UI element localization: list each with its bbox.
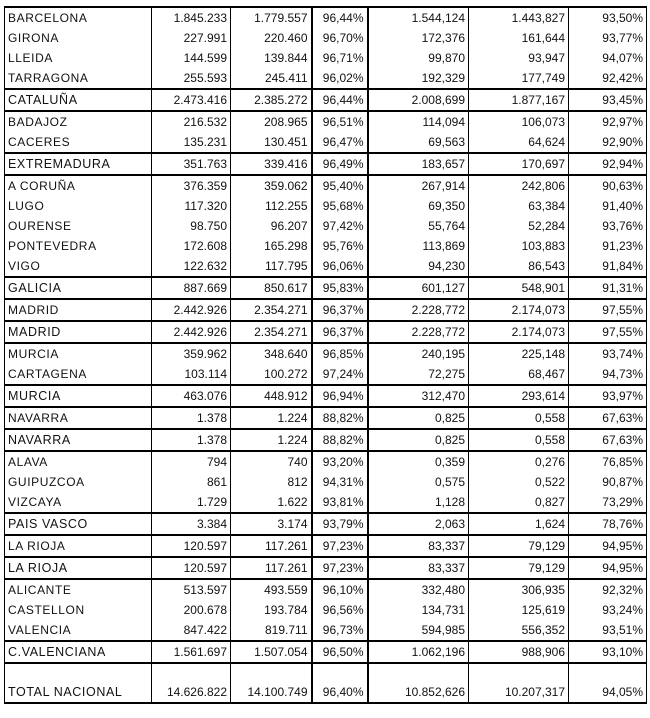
cell-value-1: 887.669 <box>152 277 231 299</box>
cell-percent-2: 93,10% <box>569 641 647 663</box>
table-row <box>5 111 647 132</box>
table-row <box>5 535 647 557</box>
cell-value-4: 125,619 <box>469 600 569 620</box>
cell-value-1: 1.845.233 <box>152 7 231 28</box>
cell-value-3: 2.008,699 <box>368 89 469 111</box>
cell-value-2: 14.100.749 <box>231 663 312 703</box>
table-row <box>5 472 647 492</box>
cell-value-4: 68,467 <box>469 364 569 385</box>
region-total-row <box>5 557 647 579</box>
cell-percent-2: 67,63% <box>569 407 647 429</box>
cell-percent-2: 94,73% <box>569 364 647 385</box>
cell-value-3: 69,350 <box>368 196 469 216</box>
cell-value-1: 1.378 <box>152 407 231 429</box>
cell-value-3: 312,470 <box>368 385 469 407</box>
cell-value-4: 79,129 <box>469 557 569 579</box>
table-body <box>5 7 647 703</box>
cell-name: LA RIOJA <box>5 557 152 579</box>
cell-value-3: 332,480 <box>368 579 469 600</box>
table-row <box>5 407 647 429</box>
table-row <box>5 451 647 472</box>
cell-percent-1: 96,47% <box>312 132 368 153</box>
cell-value-1: 216.532 <box>152 111 231 132</box>
cell-name: VIGO <box>5 256 152 277</box>
table-row <box>5 48 647 68</box>
cell-percent-1: 95,76% <box>312 236 368 256</box>
cell-value-2: 117.261 <box>231 557 312 579</box>
cell-value-1: 117.320 <box>152 196 231 216</box>
cell-value-4: 177,749 <box>469 68 569 89</box>
cell-percent-2: 76,85% <box>569 451 647 472</box>
table-row <box>5 299 647 321</box>
cell-name: A CORUÑA <box>5 175 152 196</box>
cell-name: CASTELLON <box>5 600 152 620</box>
cell-value-2: 448.912 <box>231 385 312 407</box>
cell-value-1: 1.378 <box>152 429 231 451</box>
cell-percent-1: 96,94% <box>312 385 368 407</box>
cell-value-1: 98.750 <box>152 216 231 236</box>
cell-value-3: 0,825 <box>368 407 469 429</box>
table-row <box>5 7 647 28</box>
cell-name: ALICANTE <box>5 579 152 600</box>
cell-percent-1: 93,79% <box>312 513 368 535</box>
cell-value-2: 208.965 <box>231 111 312 132</box>
cell-value-4: 161,644 <box>469 28 569 48</box>
cell-value-2: 1.224 <box>231 407 312 429</box>
cell-value-3: 1,128 <box>368 492 469 513</box>
cell-value-1: 122.632 <box>152 256 231 277</box>
cell-name: PONTEVEDRA <box>5 236 152 256</box>
table-row <box>5 364 647 385</box>
table-row <box>5 196 647 216</box>
cell-percent-2: 97,55% <box>569 321 647 343</box>
cell-value-4: 170,697 <box>469 153 569 175</box>
cell-percent-1: 97,23% <box>312 557 368 579</box>
cell-percent-2: 90,63% <box>569 175 647 196</box>
cell-percent-2: 73,29% <box>569 492 647 513</box>
cell-name: TARRAGONA <box>5 68 152 89</box>
cell-value-3: 2.228,772 <box>368 321 469 343</box>
cell-value-3: 72,275 <box>368 364 469 385</box>
cell-percent-2: 67,63% <box>569 429 647 451</box>
cell-value-1: 376.359 <box>152 175 231 196</box>
cell-value-2: 220.460 <box>231 28 312 48</box>
cell-percent-2: 93,45% <box>569 89 647 111</box>
cell-percent-1: 96,50% <box>312 641 368 663</box>
table-row <box>5 492 647 513</box>
cell-percent-2: 92,90% <box>569 132 647 153</box>
cell-value-2: 1.224 <box>231 429 312 451</box>
cell-value-2: 117.261 <box>231 535 312 557</box>
cell-value-3: 601,127 <box>368 277 469 299</box>
cell-value-1: 227.991 <box>152 28 231 48</box>
table-row <box>5 68 647 89</box>
table-row <box>5 256 647 277</box>
cell-name: ALAVA <box>5 451 152 472</box>
cell-value-3: 94,230 <box>368 256 469 277</box>
cell-value-3: 10.852,626 <box>368 663 469 703</box>
cell-percent-1: 97,42% <box>312 216 368 236</box>
cell-percent-1: 96,40% <box>312 663 368 703</box>
cell-percent-1: 95,68% <box>312 196 368 216</box>
cell-value-1: 2.442.926 <box>152 321 231 343</box>
cell-value-1: 513.597 <box>152 579 231 600</box>
region-total-row <box>5 153 647 175</box>
cell-value-4: 242,806 <box>469 175 569 196</box>
cell-value-4: 0,276 <box>469 451 569 472</box>
cell-percent-1: 95,83% <box>312 277 368 299</box>
cell-value-1: 351.763 <box>152 153 231 175</box>
cell-percent-2: 91,84% <box>569 256 647 277</box>
table-row <box>5 620 647 641</box>
cell-percent-1: 97,23% <box>312 535 368 557</box>
province-statistics-table <box>4 6 647 704</box>
cell-value-2: 165.298 <box>231 236 312 256</box>
cell-value-1: 2.442.926 <box>152 299 231 321</box>
region-total-row <box>5 513 647 535</box>
cell-name: VIZCAYA <box>5 492 152 513</box>
cell-value-2: 245.411 <box>231 68 312 89</box>
cell-percent-1: 96,71% <box>312 48 368 68</box>
cell-value-4: 86,543 <box>469 256 569 277</box>
cell-value-3: 83,337 <box>368 535 469 557</box>
cell-name: NAVARRA <box>5 407 152 429</box>
cell-name: EXTREMADURA <box>5 153 152 175</box>
cell-name: MURCIA <box>5 385 152 407</box>
cell-name: GUIPUZCOA <box>5 472 152 492</box>
cell-percent-2: 93,24% <box>569 600 647 620</box>
region-total-row <box>5 641 647 663</box>
cell-percent-1: 96,37% <box>312 299 368 321</box>
cell-percent-1: 96,49% <box>312 153 368 175</box>
cell-name: GIRONA <box>5 28 152 48</box>
cell-percent-1: 96,06% <box>312 256 368 277</box>
cell-percent-2: 91,23% <box>569 236 647 256</box>
cell-percent-1: 95,40% <box>312 175 368 196</box>
cell-value-1: 359.962 <box>152 343 231 364</box>
cell-value-1: 135.231 <box>152 132 231 153</box>
cell-value-4: 306,935 <box>469 579 569 600</box>
cell-value-4: 106,073 <box>469 111 569 132</box>
cell-percent-2: 94,07% <box>569 48 647 68</box>
cell-value-4: 64,624 <box>469 132 569 153</box>
cell-percent-1: 96,73% <box>312 620 368 641</box>
cell-name: PAIS VASCO <box>5 513 152 535</box>
cell-name: NAVARRA <box>5 429 152 451</box>
cell-percent-1: 96,44% <box>312 89 368 111</box>
cell-percent-1: 93,81% <box>312 492 368 513</box>
cell-value-3: 55,764 <box>368 216 469 236</box>
cell-percent-2: 94,95% <box>569 535 647 557</box>
cell-value-3: 0,359 <box>368 451 469 472</box>
cell-percent-2: 93,50% <box>569 7 647 28</box>
cell-percent-2: 93,77% <box>569 28 647 48</box>
cell-value-4: 0,827 <box>469 492 569 513</box>
cell-value-1: 1.561.697 <box>152 641 231 663</box>
cell-value-2: 819.711 <box>231 620 312 641</box>
cell-value-1: 144.599 <box>152 48 231 68</box>
cell-percent-1: 96,10% <box>312 579 368 600</box>
cell-value-4: 52,284 <box>469 216 569 236</box>
region-total-row <box>5 385 647 407</box>
cell-value-4: 225,148 <box>469 343 569 364</box>
cell-value-3: 0,575 <box>368 472 469 492</box>
cell-name: CARTAGENA <box>5 364 152 385</box>
cell-value-2: 1.507.054 <box>231 641 312 663</box>
cell-value-4: 556,352 <box>469 620 569 641</box>
cell-value-3: 2,063 <box>368 513 469 535</box>
cell-percent-2: 78,76% <box>569 513 647 535</box>
cell-name: BARCELONA <box>5 7 152 28</box>
cell-percent-2: 97,55% <box>569 299 647 321</box>
cell-value-1: 120.597 <box>152 535 231 557</box>
cell-percent-2: 93,97% <box>569 385 647 407</box>
region-total-row <box>5 429 647 451</box>
cell-value-3: 183,657 <box>368 153 469 175</box>
cell-percent-1: 96,02% <box>312 68 368 89</box>
cell-percent-1: 96,85% <box>312 343 368 364</box>
cell-percent-1: 93,20% <box>312 451 368 472</box>
cell-name: LA RIOJA <box>5 535 152 557</box>
cell-value-3: 172,376 <box>368 28 469 48</box>
cell-value-4: 0,558 <box>469 407 569 429</box>
cell-value-2: 3.174 <box>231 513 312 535</box>
cell-percent-1: 96,56% <box>312 600 368 620</box>
cell-name: MADRID <box>5 299 152 321</box>
cell-value-1: 2.473.416 <box>152 89 231 111</box>
cell-value-2: 100.272 <box>231 364 312 385</box>
cell-value-4: 0,522 <box>469 472 569 492</box>
cell-value-2: 740 <box>231 451 312 472</box>
cell-value-1: 847.422 <box>152 620 231 641</box>
cell-value-1: 3.384 <box>152 513 231 535</box>
cell-value-4: 2.174,073 <box>469 321 569 343</box>
cell-percent-1: 97,24% <box>312 364 368 385</box>
cell-value-4: 1.877,167 <box>469 89 569 111</box>
cell-name: GALICIA <box>5 277 152 299</box>
cell-name: BADAJOZ <box>5 111 152 132</box>
cell-value-2: 493.559 <box>231 579 312 600</box>
cell-percent-2: 94,95% <box>569 557 647 579</box>
cell-name: OURENSE <box>5 216 152 236</box>
cell-percent-1: 96,44% <box>312 7 368 28</box>
cell-name: MURCIA <box>5 343 152 364</box>
cell-value-2: 1.779.557 <box>231 7 312 28</box>
grand-total-row <box>5 663 647 703</box>
cell-value-1: 120.597 <box>152 557 231 579</box>
cell-percent-1: 94,31% <box>312 472 368 492</box>
cell-value-3: 99,870 <box>368 48 469 68</box>
cell-value-1: 103.114 <box>152 364 231 385</box>
table-row <box>5 236 647 256</box>
cell-value-3: 240,195 <box>368 343 469 364</box>
cell-value-1: 794 <box>152 451 231 472</box>
cell-percent-2: 92,32% <box>569 579 647 600</box>
cell-value-3: 192,329 <box>368 68 469 89</box>
cell-name: LUGO <box>5 196 152 216</box>
cell-value-1: 200.678 <box>152 600 231 620</box>
cell-value-4: 0,558 <box>469 429 569 451</box>
cell-value-2: 112.255 <box>231 196 312 216</box>
cell-value-3: 2.228,772 <box>368 299 469 321</box>
table-row <box>5 343 647 364</box>
cell-value-4: 548,901 <box>469 277 569 299</box>
cell-value-3: 1.062,196 <box>368 641 469 663</box>
table-row <box>5 216 647 236</box>
cell-value-2: 2.354.271 <box>231 299 312 321</box>
region-total-row <box>5 321 647 343</box>
cell-value-2: 2.354.271 <box>231 321 312 343</box>
table-row <box>5 579 647 600</box>
cell-value-3: 113,869 <box>368 236 469 256</box>
cell-value-4: 10.207,317 <box>469 663 569 703</box>
cell-value-3: 1.544,124 <box>368 7 469 28</box>
cell-percent-1: 88,82% <box>312 429 368 451</box>
cell-percent-2: 92,94% <box>569 153 647 175</box>
cell-value-4: 63,384 <box>469 196 569 216</box>
cell-value-3: 0,825 <box>368 429 469 451</box>
cell-percent-1: 88,82% <box>312 407 368 429</box>
cell-value-4: 293,614 <box>469 385 569 407</box>
region-total-row <box>5 89 647 111</box>
table-row <box>5 132 647 153</box>
cell-value-4: 103,883 <box>469 236 569 256</box>
cell-name: MADRID <box>5 321 152 343</box>
cell-name: C.VALENCIANA <box>5 641 152 663</box>
cell-value-1: 463.076 <box>152 385 231 407</box>
cell-value-3: 114,094 <box>368 111 469 132</box>
cell-value-3: 83,337 <box>368 557 469 579</box>
cell-name: CACERES <box>5 132 152 153</box>
region-total-row <box>5 277 647 299</box>
cell-percent-2: 94,05% <box>569 663 647 703</box>
cell-percent-2: 91,40% <box>569 196 647 216</box>
cell-value-2: 1.622 <box>231 492 312 513</box>
cell-name: CATALUÑA <box>5 89 152 111</box>
cell-percent-1: 96,51% <box>312 111 368 132</box>
table-row <box>5 28 647 48</box>
cell-name: LLEIDA <box>5 48 152 68</box>
cell-value-2: 359.062 <box>231 175 312 196</box>
cell-value-2: 2.385.272 <box>231 89 312 111</box>
cell-value-2: 348.640 <box>231 343 312 364</box>
cell-percent-2: 92,97% <box>569 111 647 132</box>
cell-value-4: 988,906 <box>469 641 569 663</box>
cell-value-4: 1.443,827 <box>469 7 569 28</box>
cell-value-2: 193.784 <box>231 600 312 620</box>
cell-value-2: 117.795 <box>231 256 312 277</box>
table-row <box>5 175 647 196</box>
cell-value-2: 812 <box>231 472 312 492</box>
cell-value-4: 93,947 <box>469 48 569 68</box>
cell-percent-2: 93,51% <box>569 620 647 641</box>
cell-value-2: 850.617 <box>231 277 312 299</box>
cell-value-2: 130.451 <box>231 132 312 153</box>
data-sheet <box>4 6 646 704</box>
cell-percent-2: 91,31% <box>569 277 647 299</box>
cell-name: VALENCIA <box>5 620 152 641</box>
cell-name: TOTAL NACIONAL <box>5 663 152 703</box>
cell-value-2: 139.844 <box>231 48 312 68</box>
cell-percent-2: 93,74% <box>569 343 647 364</box>
cell-value-1: 861 <box>152 472 231 492</box>
cell-value-1: 1.729 <box>152 492 231 513</box>
cell-value-4: 2.174,073 <box>469 299 569 321</box>
cell-value-2: 96.207 <box>231 216 312 236</box>
cell-value-3: 267,914 <box>368 175 469 196</box>
cell-value-4: 1,624 <box>469 513 569 535</box>
cell-value-2: 339.416 <box>231 153 312 175</box>
cell-value-3: 134,731 <box>368 600 469 620</box>
cell-value-1: 255.593 <box>152 68 231 89</box>
table-row <box>5 600 647 620</box>
cell-percent-2: 92,42% <box>569 68 647 89</box>
cell-percent-1: 96,70% <box>312 28 368 48</box>
cell-value-3: 594,985 <box>368 620 469 641</box>
cell-percent-2: 93,76% <box>569 216 647 236</box>
cell-value-4: 79,129 <box>469 535 569 557</box>
cell-percent-2: 90,87% <box>569 472 647 492</box>
cell-value-3: 69,563 <box>368 132 469 153</box>
cell-percent-1: 96,37% <box>312 321 368 343</box>
cell-value-1: 172.608 <box>152 236 231 256</box>
cell-value-1: 14.626.822 <box>152 663 231 703</box>
